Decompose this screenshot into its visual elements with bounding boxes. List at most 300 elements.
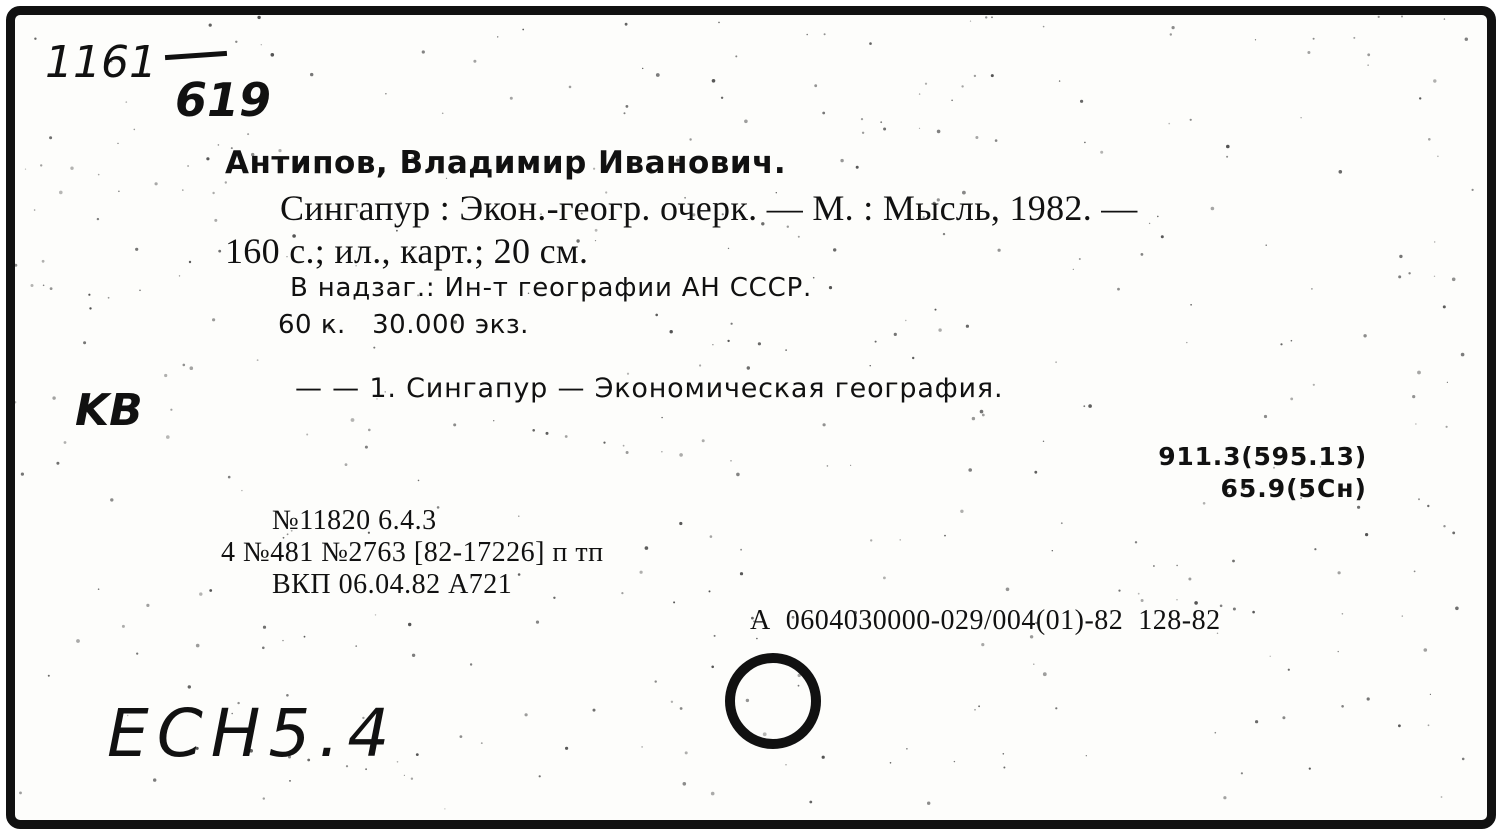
speckle [153,778,156,781]
speckle [375,614,376,615]
speckle [1367,697,1370,700]
speckle [1341,705,1344,708]
speckle [1241,772,1243,774]
speckle [40,164,42,166]
speckle [827,465,829,467]
index-code-line: А 0604030000-029/004(01)-82 128-82 [750,605,1221,636]
speckle [1226,156,1228,158]
speckle [539,775,541,777]
speckle [89,307,91,309]
speckle [108,297,110,299]
speckle [310,73,313,76]
speckle [1135,541,1137,543]
speckle [978,705,980,707]
speckle [1073,269,1074,270]
speckle [118,191,120,193]
speckle [235,41,237,43]
speckle [355,645,357,647]
speckle [1186,342,1187,343]
speckle [166,435,170,439]
order-numbers-line: 4 №481 №2763 [82-17226] п тп [221,537,604,568]
speckle [412,654,415,657]
speckle [730,460,732,462]
speckle [919,93,920,94]
speckle [935,309,937,311]
speckle [50,287,53,290]
speckle [712,79,716,83]
speckle [15,401,16,403]
speckle [263,797,265,799]
speckle [1339,170,1343,174]
speckle [679,522,682,525]
speckle [1141,599,1144,602]
speckle [1424,648,1428,652]
speckle [1418,498,1420,500]
speckle [809,801,812,804]
speckle [569,86,572,89]
speckle [1428,138,1431,141]
speckle [1419,97,1421,99]
speckle [1270,656,1271,657]
speckle [718,22,720,24]
speckle [139,290,141,292]
speckle [117,143,118,144]
speckle [1452,532,1455,535]
subject-heading: — — 1. Сингапур — Экономическая география. [295,373,1004,404]
speckle [1168,123,1170,125]
speckle [661,417,662,418]
speckle [209,24,212,27]
speckle [271,53,275,57]
speckle [183,364,186,367]
speckle [437,506,440,509]
speckle [981,643,984,646]
speckle [840,159,843,162]
speckle [740,549,742,551]
speckle [1232,560,1235,563]
speckle [56,462,59,465]
speckle [1043,26,1045,28]
handwritten-bottom-code: ECH5.4 [107,695,398,772]
speckle [961,85,963,87]
speckle [43,285,45,287]
speckle [1307,51,1310,54]
speckle [1430,694,1431,695]
card-punch-hole [725,653,821,749]
speckle [1452,278,1456,282]
speckle [785,764,786,765]
speckle [683,782,687,786]
speckle [1080,100,1083,103]
speckle [685,751,688,754]
speckle [1266,245,1267,246]
speckle [134,129,136,131]
speckle [740,572,743,575]
speckle [1252,611,1255,614]
speckle [1052,550,1053,551]
speckle [497,36,498,37]
speckle [673,601,675,603]
speckle [460,735,463,738]
speckle [595,229,598,232]
speckle [785,349,787,351]
speckle [262,647,265,650]
speckle [1291,340,1293,342]
speckle [1157,216,1159,218]
speckle [870,365,871,366]
speckle [1342,613,1344,615]
speckle [1086,755,1087,756]
speckle [712,344,713,345]
speckle [621,592,623,594]
speckle [822,756,825,759]
speckle [670,330,673,333]
speckle [135,248,138,251]
speckle [1363,334,1366,337]
speckle [829,286,832,289]
speckle [960,510,963,513]
speckle [1434,241,1435,242]
speckle [188,685,191,688]
speckle [625,23,628,26]
speckle [473,60,476,63]
speckle [966,325,969,328]
speckle [995,139,998,142]
speckle [875,341,877,343]
speckle [1417,371,1421,375]
speckle [1437,156,1439,158]
speckle [164,374,167,377]
speckle [1434,276,1435,277]
speckle [1161,235,1164,238]
speckle [813,277,815,279]
speckle [798,236,800,238]
speckle [228,476,231,479]
speckle [247,133,249,135]
speckle [373,347,375,349]
speckle [1188,578,1191,581]
speckle [1141,253,1144,256]
speckle [731,323,733,325]
speckle [710,535,713,538]
speckle [385,93,386,94]
speckle [974,709,976,711]
speckle [951,100,953,102]
speckle [368,429,371,432]
speckle [25,169,26,170]
speckle [83,341,86,344]
speckle [1176,599,1177,600]
speckle [422,50,425,53]
speckle [493,420,494,421]
speckle [241,490,242,491]
speckle [744,120,748,124]
speckle [48,675,50,677]
speckle [814,84,817,87]
speckle [1088,404,1092,408]
speckle [52,396,55,399]
speckle [453,423,456,426]
speckle [1338,571,1341,574]
speckle [656,73,660,77]
speckle [890,762,892,764]
note-line: В надзаг.: Ин-т географии АН СССР. [290,273,813,303]
speckle [1003,767,1005,769]
speckle [1414,571,1416,573]
speckle [603,442,605,444]
speckle [418,480,420,482]
speckle [721,97,723,99]
speckle [982,414,985,417]
speckle [624,112,626,114]
speckle [861,118,863,120]
speckle [306,434,308,436]
handwritten-fraction: 619 [175,73,272,127]
speckle [212,318,215,321]
speckle [212,192,214,194]
speckle [304,636,306,638]
speckle [110,498,113,501]
speckle [408,623,411,626]
speckle [727,340,729,342]
speckle [728,248,729,249]
speckle [522,29,524,31]
speckle [1443,525,1445,527]
speckle [218,250,221,253]
speckle [518,573,521,576]
speckle [214,219,217,222]
speckle [470,663,472,665]
speckle [1223,796,1226,799]
speckle [1461,353,1465,357]
speckle [709,590,711,592]
speckle [19,792,22,795]
speckle [1311,288,1313,290]
speckle [1402,615,1403,616]
speckle [1118,590,1120,592]
speckle [1190,119,1192,121]
speckle [64,441,67,444]
speckle [218,144,220,146]
speckle [1415,423,1416,424]
speckle [1043,672,1047,676]
udc-class-number: 911.3(595.13) [1158,442,1367,471]
speckle [1412,395,1415,398]
speckle [59,191,63,195]
catalog-card [6,6,1496,829]
speckle [510,97,513,100]
speckle [1003,753,1005,755]
speckle [565,747,568,750]
speckle [155,182,158,185]
speckle [833,248,836,251]
speckle [404,775,405,776]
speckle [883,128,886,131]
speckle [975,136,978,139]
speckle [641,746,643,748]
speckle [1117,288,1120,291]
speckle [998,249,1001,252]
speckle [1465,38,1468,41]
speckle [263,626,266,629]
speckle [1153,565,1155,567]
speckle [912,357,914,359]
speckle [756,638,758,640]
speckle [1368,65,1369,66]
speckle [1059,80,1060,81]
speckle [1472,189,1474,191]
speckle [416,753,419,756]
speckle [626,105,629,108]
speckle [126,101,128,103]
speckle [1443,305,1446,308]
speckle [1226,145,1230,149]
speckle [640,571,643,574]
speckle [699,364,701,366]
speckle [1079,258,1081,260]
speckle [187,165,189,167]
speckle [532,429,535,432]
speckle [49,136,52,139]
speckle [645,546,649,550]
speckle [661,451,662,452]
speckle [1427,505,1429,507]
speckle [553,597,555,599]
speckle [146,604,149,607]
speckle [1264,415,1267,418]
speckle [1408,272,1410,274]
speckle [42,260,45,263]
speckle [1313,38,1315,40]
speckle [1313,384,1315,386]
speckle [1138,593,1140,595]
speckle [1176,565,1177,566]
speckle [257,16,260,19]
speckle [196,644,200,648]
speckle [679,453,683,457]
speckle [1367,53,1370,56]
speckle [122,625,125,628]
speckle [1309,768,1311,770]
speckle [261,44,262,45]
speckle [282,640,283,641]
speckle [954,761,955,762]
bbk-class-number: 65.9(5Сн) [1220,474,1367,503]
speckle [927,802,930,805]
speckle [1006,588,1010,592]
speckle [345,463,348,466]
speckle [968,468,972,472]
speckle [1083,405,1085,407]
speckle [1444,18,1445,19]
speckle [136,653,138,655]
speckle [225,181,227,183]
speckle [758,342,761,345]
speckle [190,366,194,370]
speckle [1055,707,1057,709]
speckle [937,130,941,134]
speckle [34,209,36,211]
speckle [189,261,191,263]
speckle [179,275,180,276]
price-run-line: 60 к. 30.000 экз. [278,310,529,340]
speckle [76,639,80,643]
speckle [1170,33,1172,35]
speckle [442,113,444,115]
title-line-1: Сингапур : Экон.-геогр. очерк. — М. : Мысль, 1982. — [280,188,1138,228]
speckle [1433,79,1436,82]
speckle [822,112,825,115]
speckle [1338,651,1339,652]
speckle [98,174,100,176]
speckle [481,742,483,744]
speckle [1211,207,1215,211]
speckle [1428,724,1430,726]
speckle [856,166,859,169]
speckle [1215,732,1217,734]
speckle [70,167,73,170]
speckle [1365,533,1368,536]
speckle [919,128,920,129]
speckle [900,539,901,540]
speckle [257,359,259,361]
speckle [518,516,519,517]
speckle [1055,361,1057,363]
speckle [1061,522,1063,524]
speckle [735,55,737,57]
speckle [850,465,851,466]
speckle [1441,796,1443,798]
speckle [970,21,971,22]
speckle [209,589,212,592]
speckle [411,778,413,780]
speckle [1172,26,1175,29]
speckle [593,709,596,712]
speckle [925,83,927,85]
speckle [34,38,36,40]
speckle [1149,223,1150,224]
speckle [870,539,872,541]
speckle [806,34,808,36]
speckle [1255,39,1256,40]
speckle [1100,151,1103,154]
speckle [97,218,99,220]
speckle [711,792,715,796]
speckle [15,264,17,267]
speckle [1314,548,1316,550]
speckle [991,74,994,77]
speckle [655,680,657,682]
speckle [88,294,90,296]
speckle [736,473,740,477]
vkp-line: ВКП 06.04.82 А721 [272,569,513,600]
speckle [1084,142,1086,144]
speckle [1401,16,1403,18]
speckle [1446,426,1448,428]
speckle [351,418,355,422]
speckle [944,535,946,537]
speckle [1282,716,1285,719]
speckle [985,16,987,18]
speckle [1290,398,1293,401]
speckle [1233,608,1236,611]
speckle [972,417,975,420]
speckle [991,16,993,18]
speckle [671,701,673,703]
speckle [824,33,826,35]
speckle [199,592,202,595]
speckle [1462,758,1465,761]
